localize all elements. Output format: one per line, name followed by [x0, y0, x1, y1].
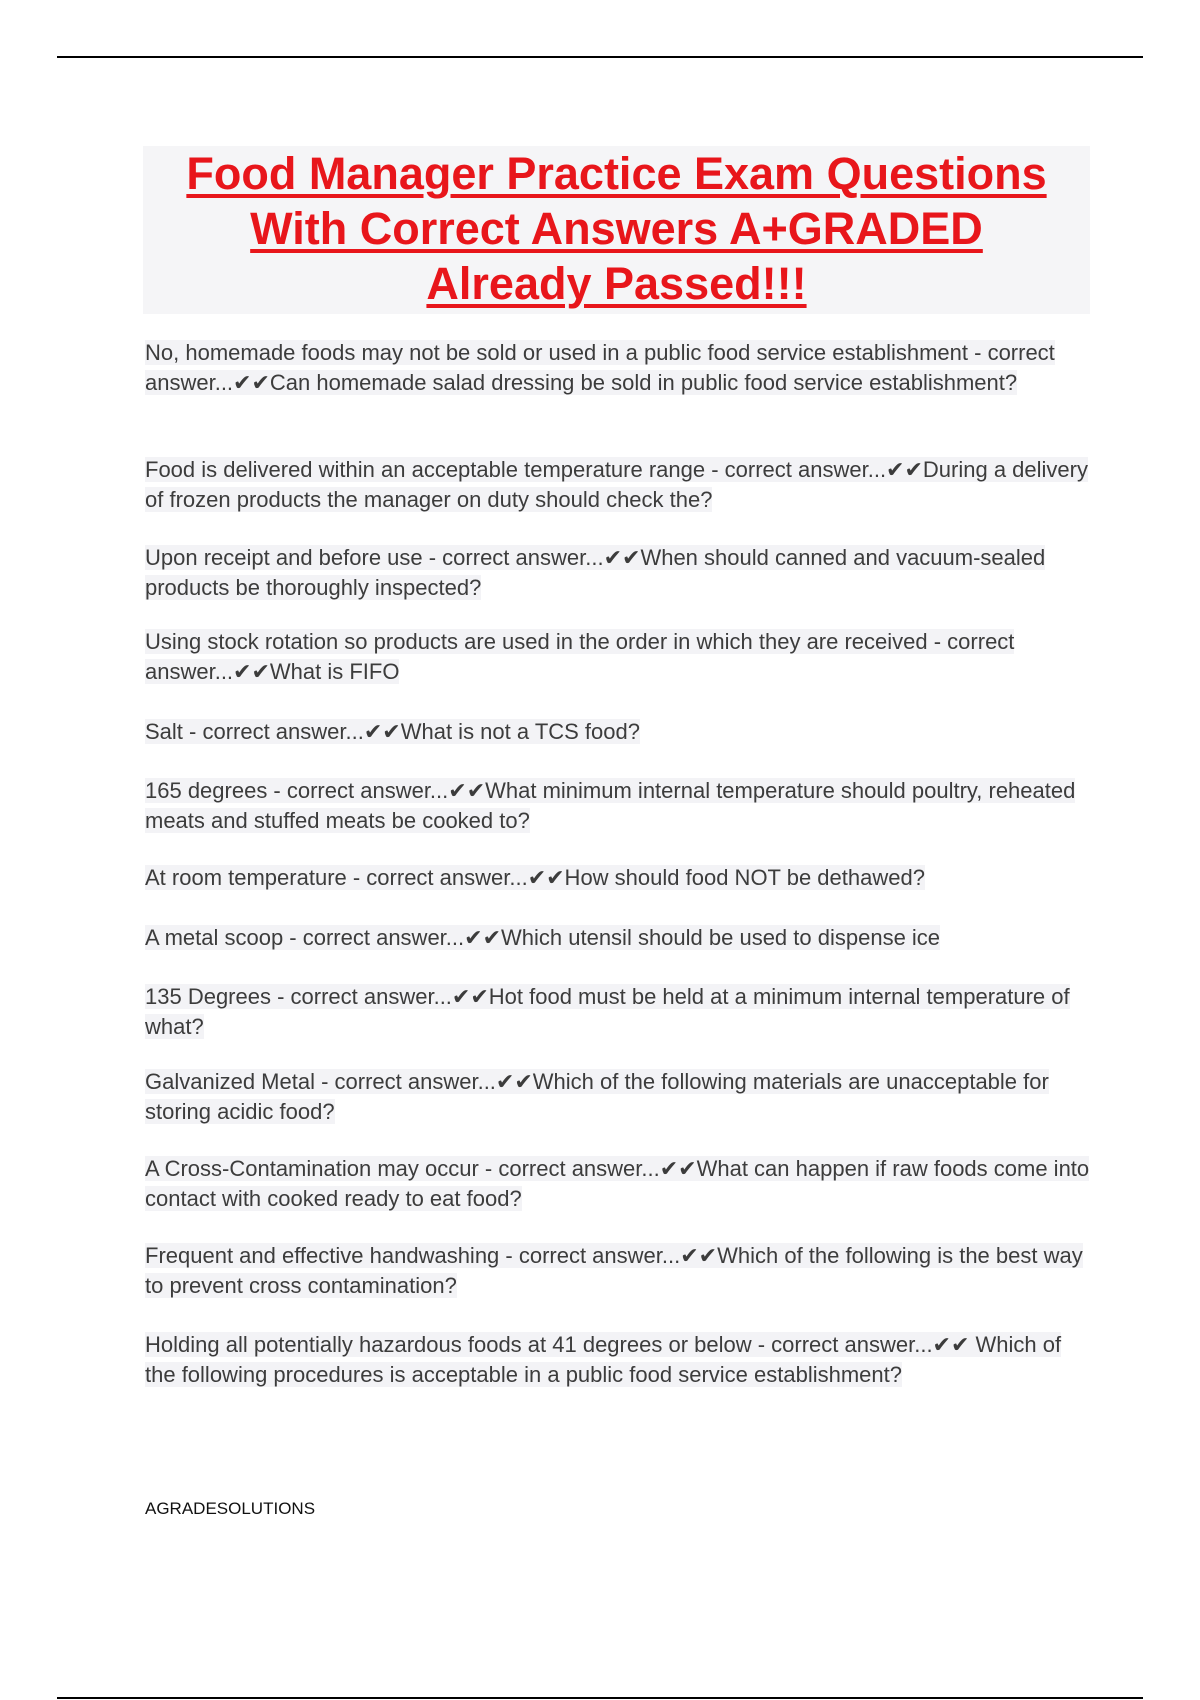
qa-item-9: 135 Degrees - correct answer...✔✔Hot food must be held at a minimum internal temperature of what?: [145, 984, 1070, 1039]
qa-item-12: Frequent and effective handwashing - correct answer...✔✔Which of the following is the best way to prevent cross contamination?: [145, 1243, 1083, 1298]
qa-item-11: A Cross-Contamination may occur - correct answer...✔✔What can happen if raw foods come into contact with cooked ready to eat food?: [145, 1156, 1090, 1211]
qa-item-5: Salt - correct answer...✔✔What is not a TCS food?: [145, 719, 640, 744]
footer-watermark: AGRADESOLUTIONS: [145, 1499, 316, 1518]
qa-item-1: No, homemade foods may not be sold or used in a public food service establishment - correct answer...✔✔Can homemade salad dressing be sold in public food service establishment?: [145, 340, 1055, 395]
title-line-1: Food Manager Practice Exam Questions: [186, 148, 1047, 199]
qa-item-10: Galvanized Metal - correct answer...✔✔Which of the following materials are unacceptable for storing acidic food?: [145, 1069, 1049, 1124]
qa-item-4: Using stock rotation so products are used in the order in which they are received - correct answer...✔✔What is FIFO: [145, 629, 1015, 684]
qa-item-8: A metal scoop - correct answer...✔✔Which utensil should be used to dispense ice: [145, 925, 941, 950]
bottom-rule: [57, 1697, 1143, 1699]
title-line-3: Already Passed!!!: [426, 258, 807, 309]
document-title: [143, 146, 1090, 314]
qa-item-7: At room temperature - correct answer...✔✔How should food NOT be dethawed?: [145, 865, 925, 890]
qa-item-13: Holding all potentially hazardous foods at 41 degrees or below - correct answer...✔✔ Which of the following procedures is acceptable in a public food service establishment?: [145, 1332, 1062, 1387]
qa-item-3: Upon receipt and before use - correct answer...✔✔When should canned and vacuum-sealed products be thoroughly inspected?: [145, 545, 1046, 600]
top-rule: [57, 56, 1143, 58]
title-line-2: With Correct Answers A+GRADED: [250, 203, 983, 254]
qa-item-6: 165 degrees - correct answer...✔✔What minimum internal temperature should poultry, reheated meats and stuffed meats be cooked to?: [145, 778, 1076, 833]
qa-item-2: Food is delivered within an acceptable temperature range - correct answer...✔✔During a delivery of frozen products the manager on duty should check the?: [145, 457, 1088, 512]
